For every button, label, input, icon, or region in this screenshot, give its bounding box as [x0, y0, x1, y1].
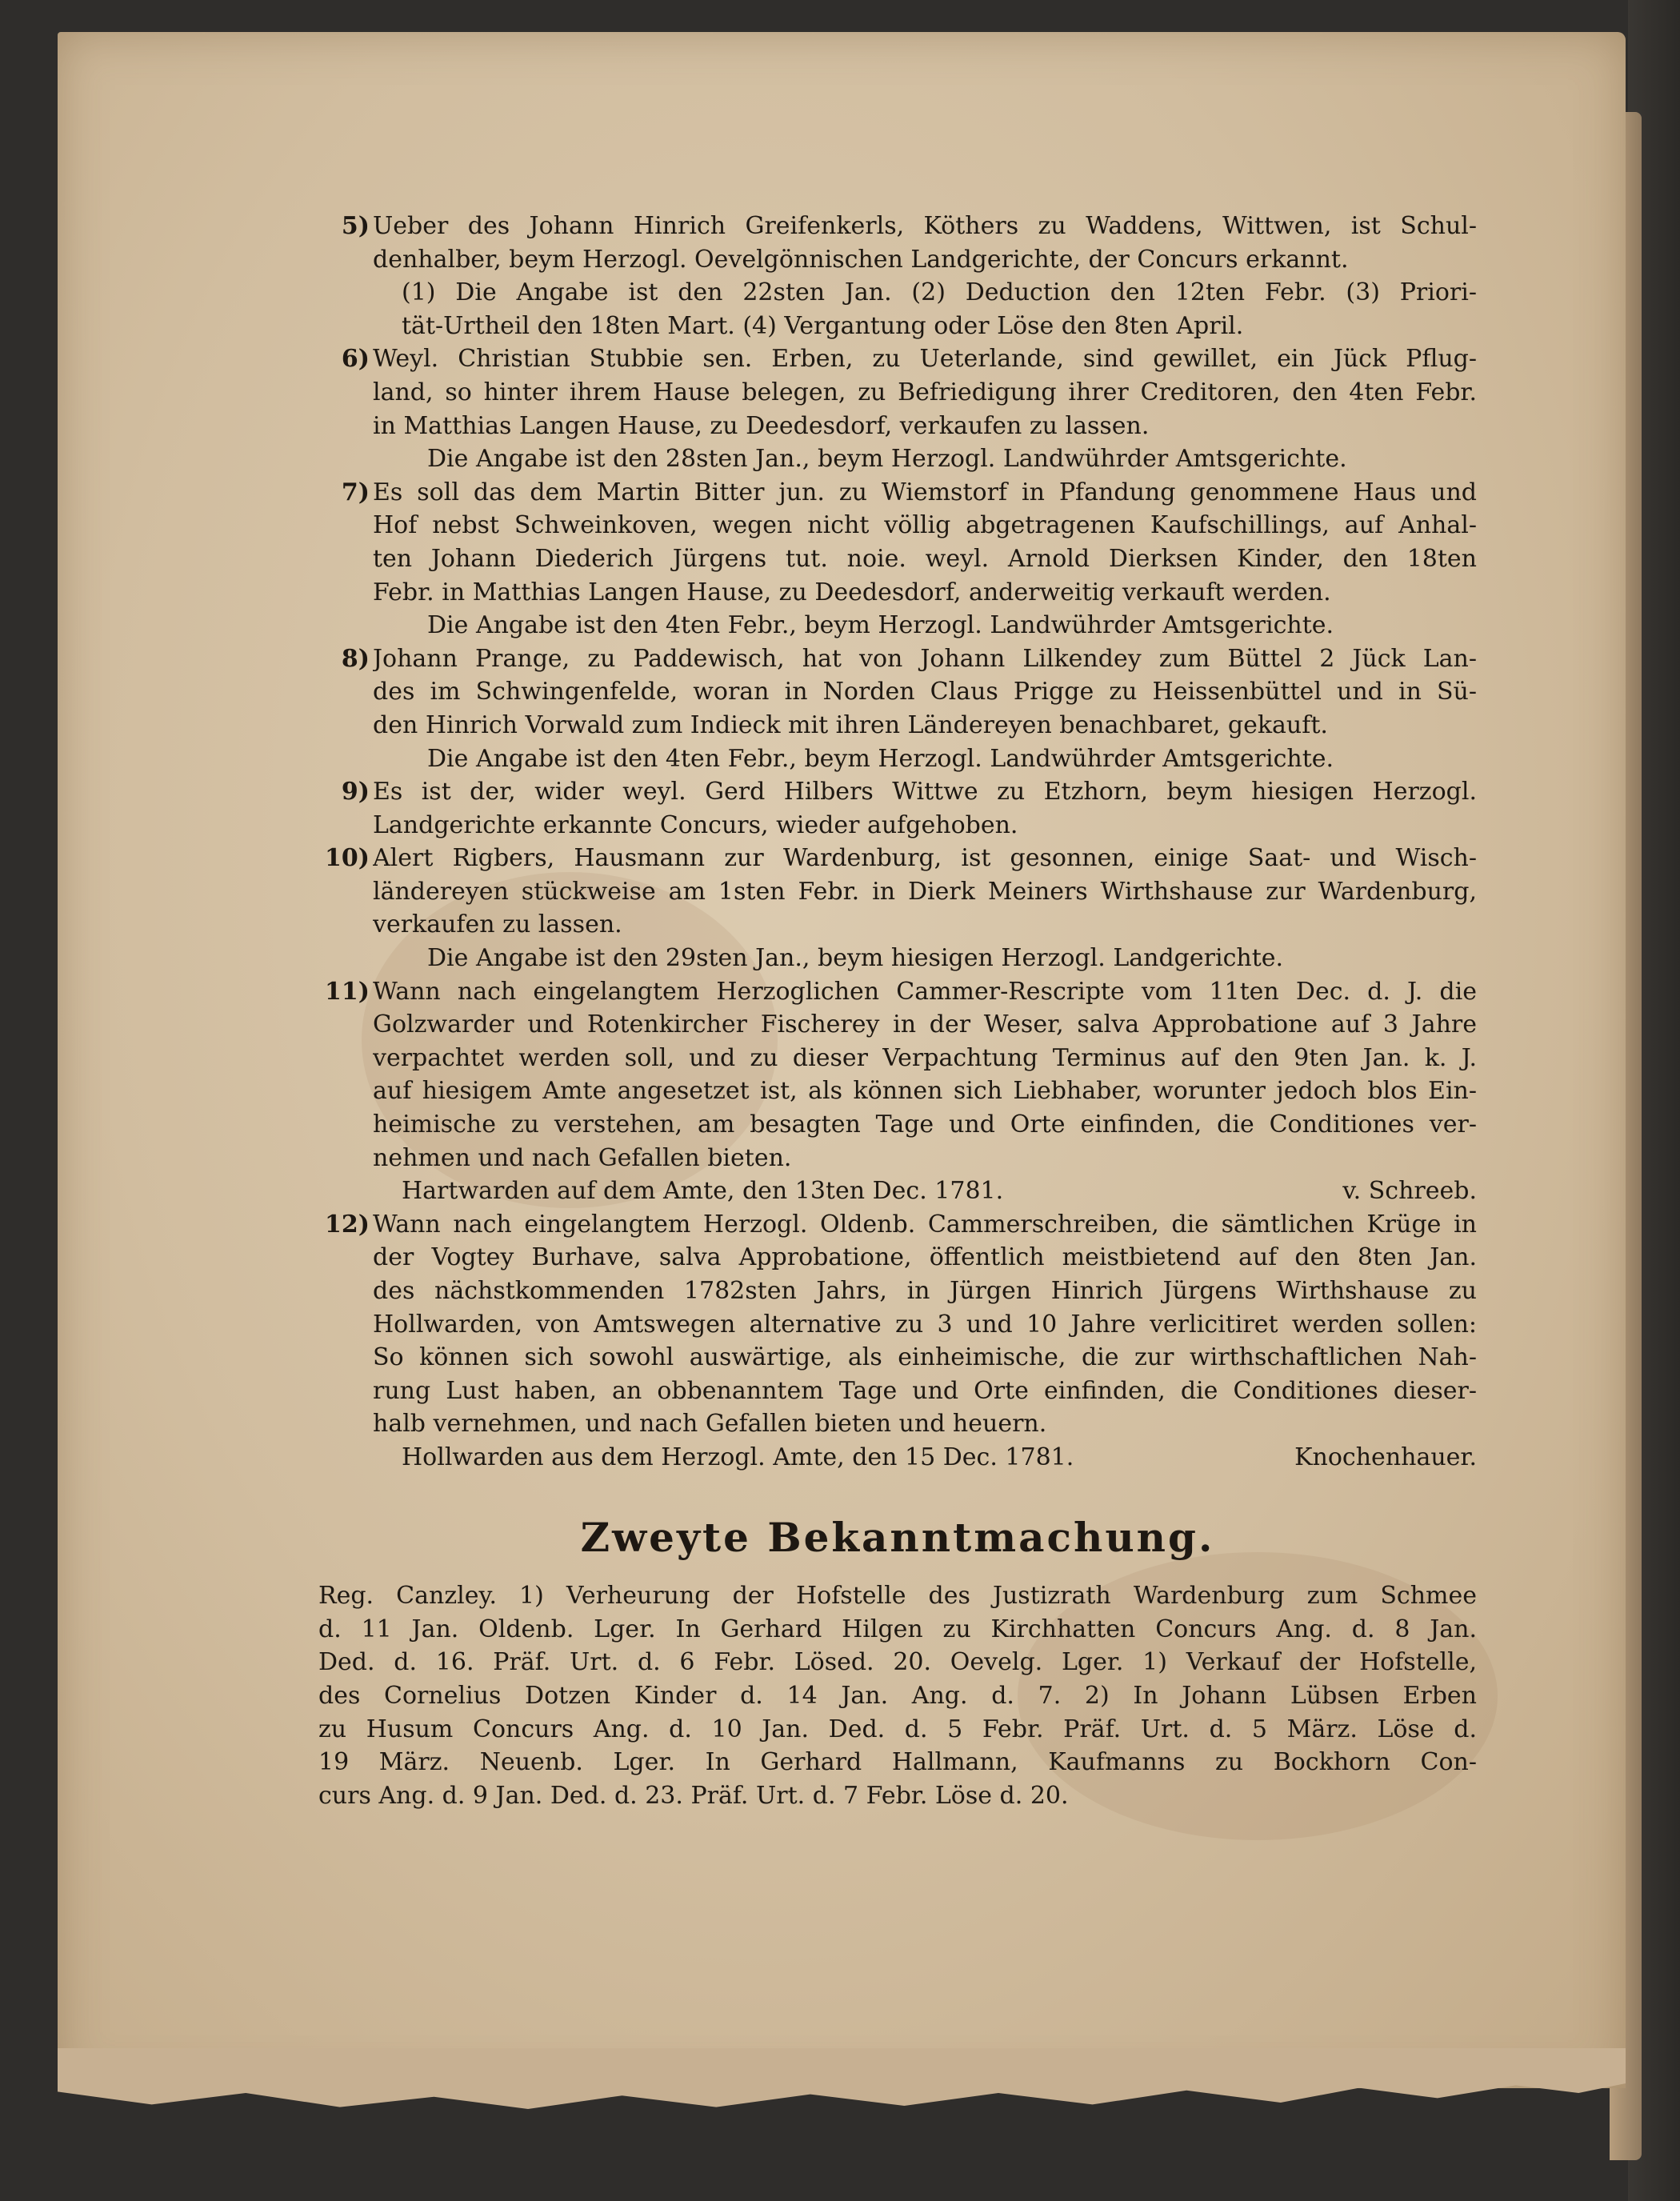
entry-line: Landgerichte erkannte Concurs, wieder aufgehoben.	[373, 810, 1018, 839]
section-title: Zweyte Bekanntmachung.	[580, 1513, 1215, 1561]
section-line: Ded. d. 16. Präf. Urt. d. 6 Febr. Lösed. 20. Oevelg. Lger. 1) Verkauf der Hofstelle,	[318, 1648, 1477, 1677]
section-line: d. 11 Jan. Oldenb. Lger. In Gerhard Hilgen zu Kirchhatten Concurs Ang. d. 8 Jan.	[318, 1615, 1477, 1643]
section-line: Reg. Canzley. 1) Verheurung der Hofstelle des Justizrath Wardenburg zum Schmee	[318, 1582, 1477, 1611]
entry-line: verkaufen zu lassen.	[373, 910, 622, 939]
entry-line: auf hiesigem Amte angesetzet ist, als können sich Liebhaber, worunter jedoch blos Ein-	[373, 1077, 1477, 1106]
signature-place-date: Hartwarden auf dem Amte, den 13ten Dec. 1781.	[402, 1177, 1004, 1206]
entry-line: Alert Rigbers, Hausmann zur Wardenburg, ist gesonnen, einige Saat- und Wisch-	[373, 844, 1477, 873]
entry-number: 7)	[341, 478, 370, 506]
entry-line: halb vernehmen, und nach Gefallen bieten und heuern.	[373, 1410, 1047, 1439]
entry-number: 11)	[325, 977, 370, 1006]
entry	[318, 775, 1477, 842]
entry-line: den Hinrich Vorwald zum Indieck mit ihren Ländereyen benachbaret, gekauft.	[373, 710, 1328, 739]
entry-line: heimische zu verstehen, am besagten Tage und Orte einfinden, die Conditiones ver-	[373, 1111, 1477, 1139]
entry-line: Wann nach eingelangtem Herzogl. Oldenb. Cammerschreiben, die sämtlichen Krüge in	[373, 1210, 1477, 1239]
entry-line: So können sich sowohl auswärtige, als einheimische, die zur wirthschaftlichen Nah-	[373, 1343, 1477, 1372]
entry-note: tät-Urtheil den 18ten Mart. (4) Vergantung oder Löse den 8ten April.	[402, 311, 1244, 340]
signature-row	[373, 1441, 1477, 1475]
entry-line: denhalber, beym Herzogl. Oevelgönnischen Landgerichte, der Concurs erkannt.	[373, 245, 1349, 274]
entry-note: (1) Die Angabe ist den 22sten Jan. (2) Deduction den 12ten Febr. (3) Priori-	[402, 278, 1477, 307]
entry-line: Johann Prange, zu Paddewisch, hat von Johann Lilkendey zum Büttel 2 Jück Lan-	[373, 644, 1477, 673]
entry-line: Wann nach eingelangtem Herzoglichen Cammer-Rescripte vom 11ten Dec. d. J. die	[373, 977, 1477, 1006]
entry-line: Weyl. Christian Stubbie sen. Erben, zu Ueterlande, sind gewillet, ein Jück Pflug-	[373, 345, 1477, 374]
entry	[318, 975, 1477, 1208]
entry-line: in Matthias Langen Hause, zu Deedesdorf, verkaufen zu lassen.	[373, 411, 1150, 440]
signature-row	[373, 1175, 1477, 1208]
entry-line: Febr. in Matthias Langen Hause, zu Deedesdorf, anderweitig verkauft werden.	[373, 578, 1331, 606]
entry-line: der Vogtey Burhave, salva Approbatione, öffentlich meistbietend auf den 8ten Jan.	[373, 1243, 1477, 1272]
signature-place-date: Hollwarden aus dem Herzogl. Amte, den 15 Dec. 1781.	[402, 1443, 1074, 1471]
entry-line: Es soll das dem Martin Bitter jun. zu Wiemstorf in Pfandung genommene Haus und	[373, 478, 1477, 506]
signature-name: Knochenhauer.	[1294, 1443, 1477, 1471]
entry	[318, 476, 1477, 642]
entry	[318, 342, 1477, 475]
section-line: 19 März. Neuenb. Lger. In Gerhard Hallmann, Kaufmanns zu Bockhorn Con-	[318, 1748, 1477, 1777]
entry-number: 5)	[341, 212, 370, 240]
entry-number: 8)	[341, 644, 370, 673]
entry-line: verpachtet werden soll, und zu dieser Verpachtung Terminus auf den 9ten Jan. k. J.	[373, 1043, 1477, 1072]
entry-line: land, so hinter ihrem Hause belegen, zu Befriedigung ihrer Creditoren, den 4ten Febr.	[373, 378, 1477, 406]
entry	[318, 1208, 1477, 1475]
entry-number: 12)	[325, 1210, 370, 1239]
entry-line: des nächstkommenden 1782sten Jahrs, in Jürgen Hinrich Jürgens Wirthshause zu	[373, 1277, 1477, 1305]
entry-number: 6)	[341, 345, 370, 374]
entry-line: des im Schwingenfelde, woran in Norden Claus Prigge zu Heissenbüttel und in Sü-	[373, 678, 1477, 706]
entry-number: 10)	[325, 844, 370, 873]
entry	[318, 642, 1477, 775]
entry-deadline: Die Angabe ist den 4ten Febr., beym Herzogl. Landwührder Amtsgerichte.	[427, 611, 1334, 640]
entry-number: 9)	[341, 778, 370, 806]
entry-line: nehmen und nach Gefallen bieten.	[373, 1143, 792, 1172]
torn-page-edge	[58, 2048, 1626, 2112]
entry-line: Golzwarder und Rotenkircher Fischerey in der Weser, salva Approbatione auf 3 Jahre	[373, 1010, 1477, 1039]
entry	[318, 842, 1477, 974]
entry-line: rung Lust haben, an obbenanntem Tage und Orte einfinden, die Conditiones dieser-	[373, 1376, 1477, 1405]
entry-line: Hollwarden, von Amtswegen alternative zu 3 und 10 Jahre verlicitiret werden sollen:	[373, 1310, 1477, 1339]
entry	[318, 210, 1477, 342]
entry-line: ländereyen stückweise am 1sten Febr. in Dierk Meiners Wirthshause zur Wardenburg,	[373, 877, 1477, 906]
entry-deadline: Die Angabe ist den 28sten Jan., beym Herzogl. Landwührder Amtsgerichte.	[427, 445, 1347, 474]
entry-line: ten Johann Diederich Jürgens tut. noie. weyl. Arnold Dierksen Kinder, den 18ten	[373, 544, 1477, 573]
entry-deadline: Die Angabe ist den 4ten Febr., beym Herzogl. Landwührder Amtsgerichte.	[427, 744, 1334, 773]
section-line: zu Husum Concurs Ang. d. 10 Jan. Ded. d. 5 Febr. Präf. Urt. d. 5 März. Löse d.	[318, 1715, 1477, 1743]
entry-line: Ueber des Johann Hinrich Greifenkerls, Köthers zu Waddens, Wittwen, ist Schul-	[373, 212, 1477, 240]
entry-line: Es ist der, wider weyl. Gerd Hilbers Wittwe zu Etzhorn, beym hiesigen Herzogl.	[373, 778, 1477, 806]
signature-name: v. Schreeb.	[1342, 1177, 1477, 1206]
entry-line: Hof nebst Schweinkoven, wegen nicht völlig abgetragenen Kaufschillings, auf Anhal-	[373, 511, 1477, 540]
section-line: des Cornelius Dotzen Kinder d. 14 Jan. Ang. d. 7. 2) In Johann Lübsen Erben	[318, 1681, 1477, 1710]
entry-deadline: Die Angabe ist den 29sten Jan., beym hiesigen Herzogl. Landgerichte.	[427, 944, 1284, 973]
document-text	[318, 210, 1477, 1812]
section-line: curs Ang. d. 9 Jan. Ded. d. 23. Präf. Urt. d. 7 Febr. Löse d. 20.	[318, 1781, 1069, 1810]
